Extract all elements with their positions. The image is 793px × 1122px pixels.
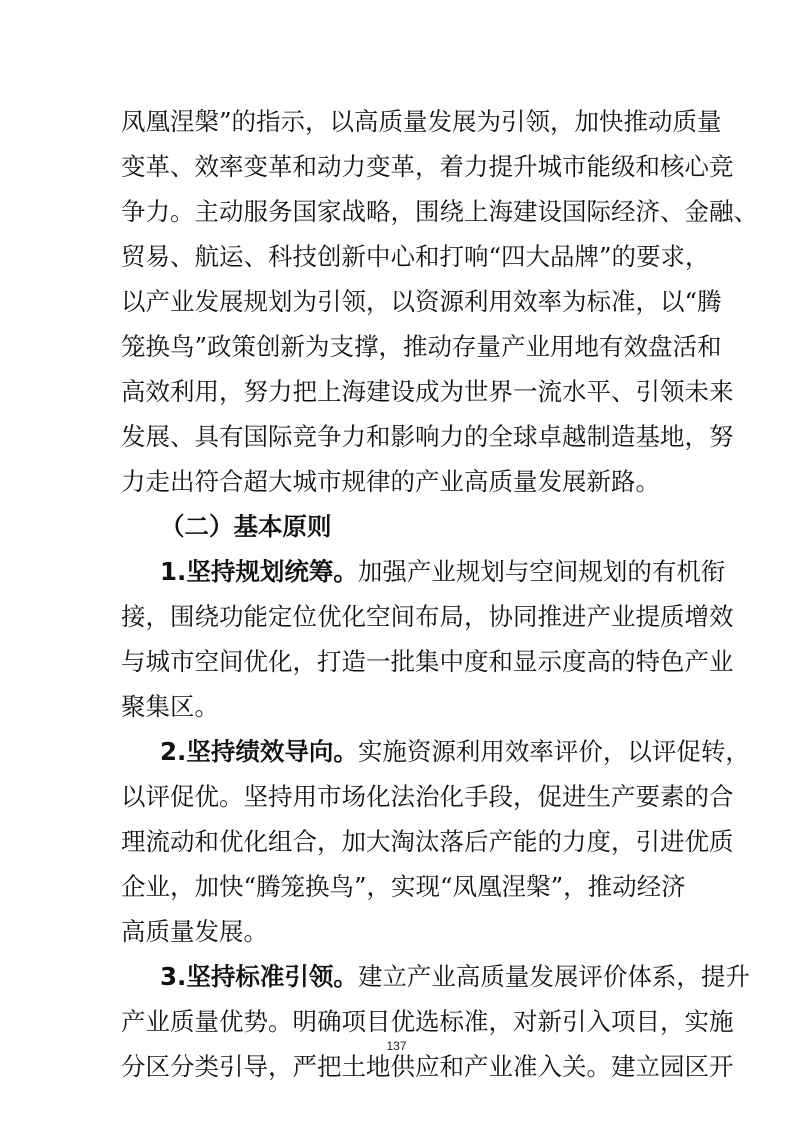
principle-1-lead: 1.坚持规划统筹。 [160,557,358,586]
body-text-line: 高效利用，努力把上海建设成为世界一流水平、引领未来 [121,377,734,406]
page-number: 137 [386,1039,407,1053]
principle-3-text: 建立产业高质量发展评价体系，提升 [357,962,750,991]
principle-2-text: 实施资源利用效率评价，以评促转， [357,737,750,766]
body-text-line: 以产业发展规划为引领，以资源利用效率为标准，以“腾 [121,287,722,316]
body-text-line: 笼换鸟”政策创新为支撑，推动存量产业用地有效盘活和 [121,332,722,361]
body-text-line: 产业质量优势。明确项目优选标准，对新引入项目，实施 [121,1007,734,1036]
body-text-line: 以评促优。坚持用市场化法治化手段，促进生产要素的合 [121,782,734,811]
section-heading: （二）基本原则 [160,512,332,541]
body-text-line: 凤凰涅槃”的指示，以高质量发展为引领，加快推动质量 [121,107,722,136]
body-text-line: 与城市空间优化，打造一批集中度和显示度高的特色产业 [121,647,734,676]
body-text-line: 贸易、航运、科技创新中心和打响“四大品牌”的要求， [121,242,710,271]
body-text-line: 聚集区。 [121,692,219,721]
body-text-line: 企业，加快“腾笼换鸟”，实现“凤凰涅槃”，推动经济 [121,872,686,901]
principle-2-first-line [0,729,793,774]
body-text-line: 发展、具有国际竞争力和影响力的全球卓越制造基地，努 [121,422,734,451]
principle-3-first-line [0,954,793,999]
principle-1-text: 加强产业规划与空间规划的有机衔 [357,557,726,586]
body-text-line: 争力。主动服务国家战略，围绕上海建设国际经济、金融、 [121,197,758,226]
body-text-line: 力走出符合超大城市规律的产业高质量发展新路。 [121,467,660,496]
body-text-line: 高质量发展。 [121,917,268,946]
body-text-line: 理流动和优化组合，加大淘汰落后产能的力度，引进优质 [121,827,734,856]
principle-1-first-line [0,549,793,594]
body-text-line: 分区分类引导，严把土地供应和产业准入关。建立园区开 [121,1052,734,1081]
body-text-line: 变革、效率变革和动力变革，着力提升城市能级和核心竞 [121,152,734,181]
body-text-line: 接，围绕功能定位优化空间布局，协同推进产业提质增效 [121,602,734,631]
principle-3-lead: 3.坚持标准引领。 [160,962,358,991]
principle-2-lead: 2.坚持绩效导向。 [160,737,358,766]
